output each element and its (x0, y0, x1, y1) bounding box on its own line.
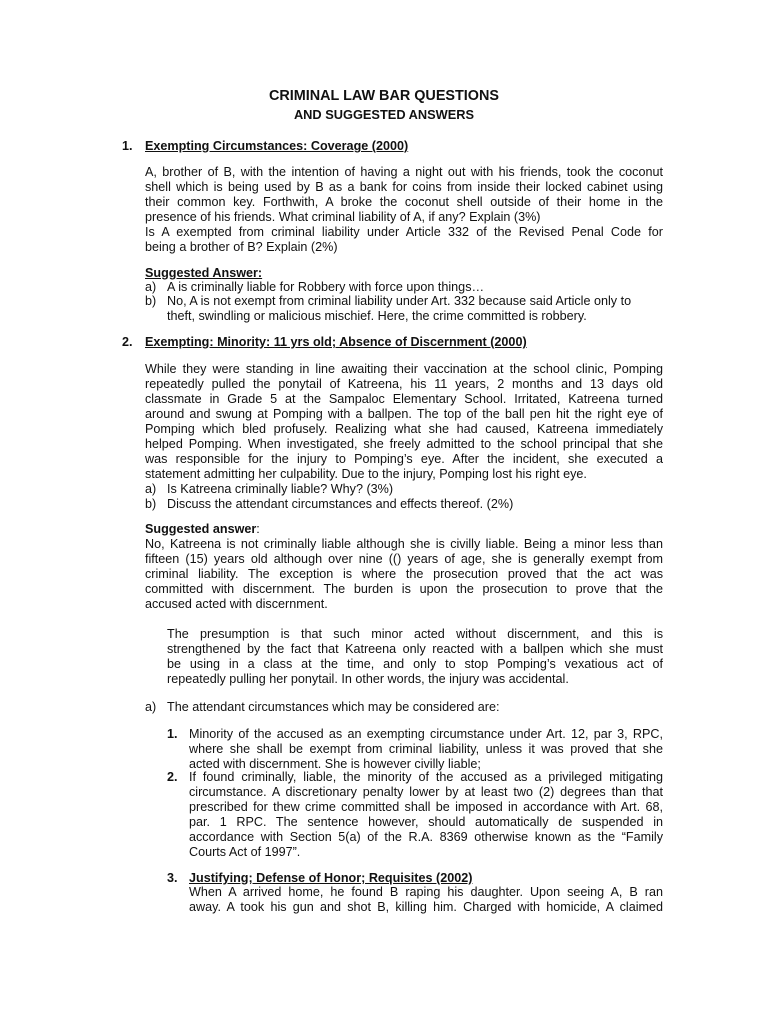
question-2-answer (145, 537, 663, 612)
item-line: where she shall be exempt from criminal liability, unless it was proved that she (189, 742, 663, 756)
presumption-line: strengthened by the fact that Katreena only reacted with a ballpen which she must (167, 642, 663, 656)
question-1-answer-a-label: a) (145, 280, 157, 294)
attendant-text: The attendant circumstances which may be considered are: (167, 700, 500, 714)
body-line: While they were standing in line awaiting their vaccination at the school clinic, Pomping (145, 362, 663, 376)
question-1-answer-b-line-2: theft, swindling or malicious mischief. Here, the crime committed is robbery. (167, 309, 587, 323)
item-line: acted with discernment. She is however civilly liable; (189, 757, 481, 771)
question-3-heading: Justifying; Defense of Honor; Requisites (2002) (189, 871, 473, 885)
presumption-line: be using in a class at the time, and only to stop Pomping’s vexatious act of (167, 657, 663, 671)
question-1-answer-b-label: b) (145, 294, 157, 308)
item-2-number: 2. (167, 770, 178, 784)
question-3-number: 3. (167, 871, 178, 885)
question-1-number: 1. (122, 139, 133, 153)
question-2-answer-heading (145, 522, 260, 537)
answer-line: committed with discernment. The burden is upon the prosecution to prove that the (145, 582, 663, 596)
body-line: away. A took his gun and shot B, killing him. Charged with homicide, A claimed (189, 900, 663, 914)
item-line: prescribed for thew crime committed shall be imposed in accordance with Art. 68, (189, 800, 663, 814)
question-1-answer-b-line-1: No, A is not exempt from criminal liability under Art. 332 because said Article only to (167, 294, 632, 308)
body-line: When A arrived home, he found B raping his daughter. Upon seeing A, B ran (189, 885, 663, 899)
question-1-answer-a: A is criminally liable for Robbery with force upon things… (167, 280, 485, 294)
question-2-presumption (167, 627, 663, 687)
body-line: statement admitting her culpability. Due to the injury, Pomping lost his right eye. (145, 467, 587, 481)
body-line: helped Pomping. When investigated, she freely admitted to the school principal that she (145, 437, 663, 451)
attendant-label: a) (145, 700, 157, 714)
question-2-sub-b-label: b) (145, 497, 157, 511)
question-1-answer-label: Suggested Answer: (145, 266, 263, 280)
body-line: Is A exempted from criminal liability under Article 332 of the Revised Penal Code for (145, 225, 663, 239)
body-line: repeatedly pulled the ponytail of Katreena, his 11 years, 2 months and 13 days old (145, 377, 663, 391)
body-line: shell which is being used by B as a bank for coins from inside their locked cabinet using (145, 180, 663, 194)
body-line: classmate in Grade 5 at the Sampaloc Elementary School. Irritated, Katreena turned (145, 392, 663, 406)
item-line: par. 1 RPC. The sentence however, should automatically de suspended in (189, 815, 663, 829)
body-line: being a brother of B? Explain (2%) (145, 240, 338, 254)
item-1-text (189, 727, 663, 772)
item-1-number: 1. (167, 727, 178, 741)
question-1-body (145, 165, 663, 255)
question-1-heading: Exempting Circumstances: Coverage (2000) (145, 139, 409, 153)
answer-line: fifteen (15) years old although over nine (() years of age, she is generally exempt from (145, 552, 663, 566)
body-line: their common key. Forthwith, A broke the coconut shell outside of their home in the (145, 195, 663, 209)
question-2-sub-a: Is Katreena criminally liable? Why? (3%) (167, 482, 394, 496)
item-line: Courts Act of 1997”. (189, 845, 301, 859)
body-line: was responsible for the injury to Pomping’s eye. After the incident, she executed a (145, 452, 663, 466)
presumption-line: The presumption is that such minor acted without discernment, and this is (167, 627, 663, 641)
body-line: around and swung at Pomping with a ballpen. The top of the ball pen hit the right eye of (145, 407, 663, 421)
item-line: accordance with Section 5(a) of the R.A. 8369 otherwise known as the “Family (189, 830, 663, 844)
answer-line: accused acted with discernment. (145, 597, 328, 611)
question-2-body (145, 362, 663, 482)
question-2-answer-colon: : (256, 522, 260, 536)
presumption-line: repeatedly pulling her ponytail. In other words, the injury was accidental. (167, 672, 569, 686)
item-line: circumstance. A discretionary penalty lower by at least two (2) degrees than that (189, 785, 663, 799)
document-title: CRIMINAL LAW BAR QUESTIONS (269, 88, 499, 104)
body-line: A, brother of B, with the intention of having a night out with his friends, took the coconut (145, 165, 663, 179)
item-line: If found criminally, liable, the minority of the accused as a privileged mitigating (189, 770, 663, 784)
item-line: Minority of the accused as an exempting circumstance under Art. 12, par 3, RPC, (189, 727, 663, 741)
body-line: presence of his friends. What criminal liability of A, if any? Explain (3%) (145, 210, 541, 224)
question-3-body (189, 885, 663, 915)
question-2-heading: Exempting: Minority: 11 yrs old; Absence of Discernment (2000) (145, 335, 527, 349)
body-line: Pomping which bled profusely. Realizing what she had caused, Katreena immediately (145, 422, 663, 436)
question-2-answer-label: Suggested answer (145, 522, 257, 536)
question-2-sub-a-label: a) (145, 482, 157, 496)
question-2-number: 2. (122, 335, 133, 349)
question-2-sub-b: Discuss the attendant circumstances and effects thereof. (2%) (167, 497, 514, 511)
answer-line: criminal liability. The exception is where the prosecution proved that the act was (145, 567, 663, 581)
answer-line: No, Katreena is not criminally liable although she is civilly liable. Being a minor less than (145, 537, 663, 551)
item-2-text (189, 770, 663, 860)
document-subtitle: AND SUGGESTED ANSWERS (293, 107, 475, 122)
